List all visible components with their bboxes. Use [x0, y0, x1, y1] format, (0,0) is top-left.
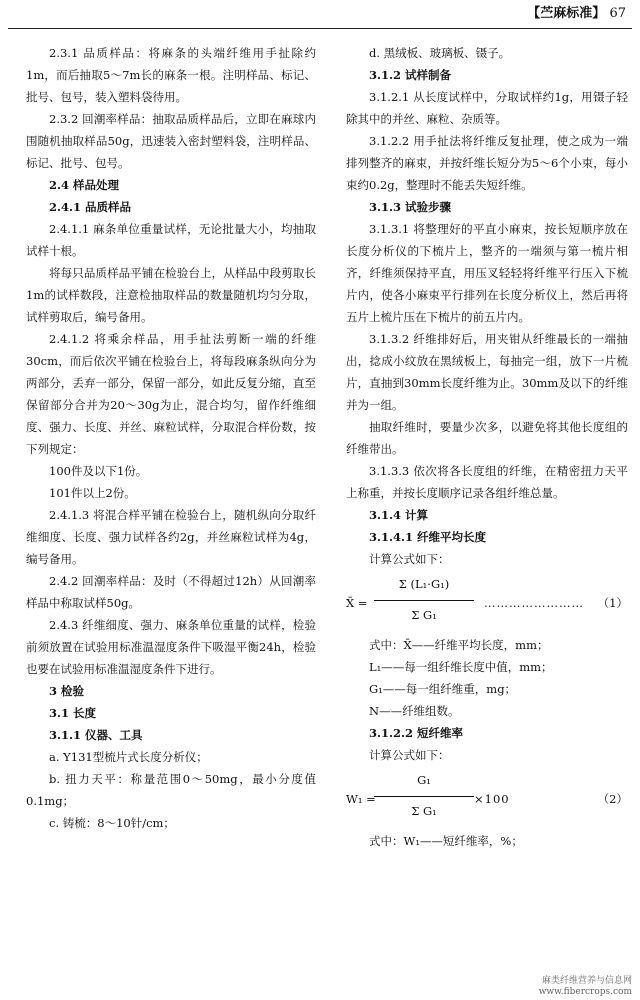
paragraph: 2.4.1.3 将混合样平铺在检验台上，随机纵向分取纤维细度、长度、强力试样各约2g，并丝麻粒试样为4g，编号备用。	[26, 508, 316, 566]
formula-fraction	[374, 570, 474, 629]
paragraph: c. 铸梳：8～10针/cm；	[49, 816, 175, 830]
formula-dots: ……………………	[484, 596, 584, 610]
paragraph: 抽取纤维时，要量少次多，以避免将其他长度组的纤维带出。	[346, 420, 628, 456]
section-heading: 3.1.4.1 纤维平均长度	[369, 530, 487, 544]
section-heading: 3.1.4 计算	[369, 508, 429, 522]
section-heading: 2.4 样品处理	[49, 178, 120, 192]
formula-fraction	[374, 766, 474, 825]
section-heading: 3.1.1 仪器、工具	[49, 728, 143, 742]
formula-numerator: Σ (L₁·G₁)	[374, 570, 474, 601]
section-heading: 3 检验	[49, 684, 85, 698]
formula-equation-number: （2）	[597, 792, 628, 806]
paragraph: 2.4.1.2 将乘余样品，用手扯法剪断一端的纤维30cm，而后依次平铺在检验台上，将每段麻条纵向分为两部分，丢弃一部分，保留一部分，如此反复分缩，直至保留部分合并为20～30g为止，混合均匀，留作纤维细度、强力、长度、并丝、麻粒试样，分取混合样份数，按下列规定：	[26, 332, 316, 456]
formula-numerator: G₁	[374, 766, 474, 797]
page-number: 67	[609, 6, 626, 21]
paragraph: 3.1.3.3 依次将各长度组的纤维，在精密扭力天平上称重，并按长度顺序记录各组纤维总量。	[346, 464, 628, 500]
paragraph: 2.4.2 回潮率样品：及时（不得超过12h）从回潮率样品中称取试样50g。	[26, 574, 316, 610]
header-section-title: 【苎麻标准】	[527, 6, 606, 21]
paragraph: d. 黑绒板、玻璃板、镊子。	[369, 46, 511, 60]
formula-definition: L₁——每一组纤维长度中值，mm；	[369, 660, 553, 674]
paragraph: 将每只品质样品平铺在检验台上，从样品中段剪取长1m的试样数段，注意检抽取样品的数量随机均匀分取，试样剪取后，编号备用。	[26, 266, 316, 324]
formula-definition: 式中：X̄——纤维平均长度，mm；	[369, 638, 549, 652]
paragraph: a. Y131型梳片式长度分析仪；	[49, 750, 208, 764]
formula-average-length	[346, 570, 628, 634]
formula-equation-number: （1）	[597, 596, 628, 610]
page-header	[527, 2, 626, 26]
paragraph: 3.1.3.1 将整理好的平直小麻束，按长短顺序放在长度分析仪的下梳片上，整齐的一端须与第一梳片相齐，纤维须保持平直，用压叉轻轻将纤维平行压入下梳片内，使各小麻束平行排列在长度分析仪上，然后再将五片上梳片压在下梳片的前五片内。	[346, 222, 628, 324]
section-heading: 3.1.2.2 短纤维率	[369, 726, 464, 740]
formula-definition: N——纤维组数。	[369, 704, 460, 718]
paragraph: 2.3.1 品质样品：将麻条的头端纤维用手扯除约1m，而后抽取5～7m长的麻条一根。注明样品、标记、批号、包号，装入塑料袋待用。	[26, 46, 316, 104]
paragraph: 3.1.2.1 从长度试样中，分取试样约1g，用镊子轻除其中的并丝、麻粒、杂质等。	[346, 90, 628, 126]
formula-denominator: Σ G₁	[411, 608, 437, 622]
section-heading: 3.1 长度	[49, 706, 97, 720]
header-rule	[8, 28, 632, 29]
paragraph: b. 扭力天平：称量范围0～50mg，最小分度值0.1mg；	[26, 772, 316, 808]
formula-short-fiber-rate	[346, 766, 628, 830]
left-column	[26, 42, 316, 834]
paragraph: 2.4.3 纤维细度、强力、麻条单位重量的试样，检验前须放置在试验用标准温湿度条件下吸湿平衡24h，检验也要在试验用标准温湿度条件下进行。	[26, 618, 316, 676]
paragraph: 2.4.1.1 麻条单位重量试样，无论批量大小，均抽取试样十根。	[26, 222, 316, 258]
section-heading: 3.1.3 试验步骤	[369, 200, 452, 214]
formula-denominator: Σ G₁	[411, 804, 437, 818]
watermark-line-2: www.fibercrops.com	[538, 987, 632, 997]
right-column	[346, 42, 628, 852]
paragraph: 100件及以下1份。	[49, 464, 148, 478]
paragraph: 3.1.2.2 用手扯法将纤维反复扯理，使之成为一端排列整齐的麻束，并按纤维长短分为5～6个小束，每小束约0.2g，整理时不能丢失短纤维。	[346, 134, 628, 192]
section-heading: 3.1.2 试样制备	[369, 68, 452, 82]
paragraph: 2.3.2 回潮率样品：抽取品质样品后，立即在麻球内围随机抽取样品50g，迅速装入密封塑料袋，注明样品、标记、批号、包号。	[26, 112, 316, 170]
paragraph: 3.1.3.2 纤维排好后，用夹钳从纤维最长的一端抽出，捻成小纹放在黑绒板上，每抽完一组，放下一片梳片，直抽到30mm长度纤维为止。30mm及以下的纤维并为一组。	[346, 332, 628, 412]
formula-lhs: W₁ =	[346, 792, 376, 806]
formula-definition: 式中：W₁——短纤维率，%；	[369, 834, 523, 848]
formula-definition: G₁——每一组纤维重，mg；	[369, 682, 517, 696]
paragraph: 计算公式如下：	[369, 748, 450, 762]
formula-lhs: X̄ =	[346, 596, 368, 610]
section-heading: 2.4.1 品质样品	[49, 200, 132, 214]
formula-multiplier: ×100	[474, 792, 510, 806]
watermark-line-1: 麻类纤维营养与信息网	[541, 976, 632, 986]
paragraph: 计算公式如下：	[369, 552, 450, 566]
paragraph: 101件以上2份。	[49, 486, 136, 500]
watermark	[539, 976, 632, 998]
